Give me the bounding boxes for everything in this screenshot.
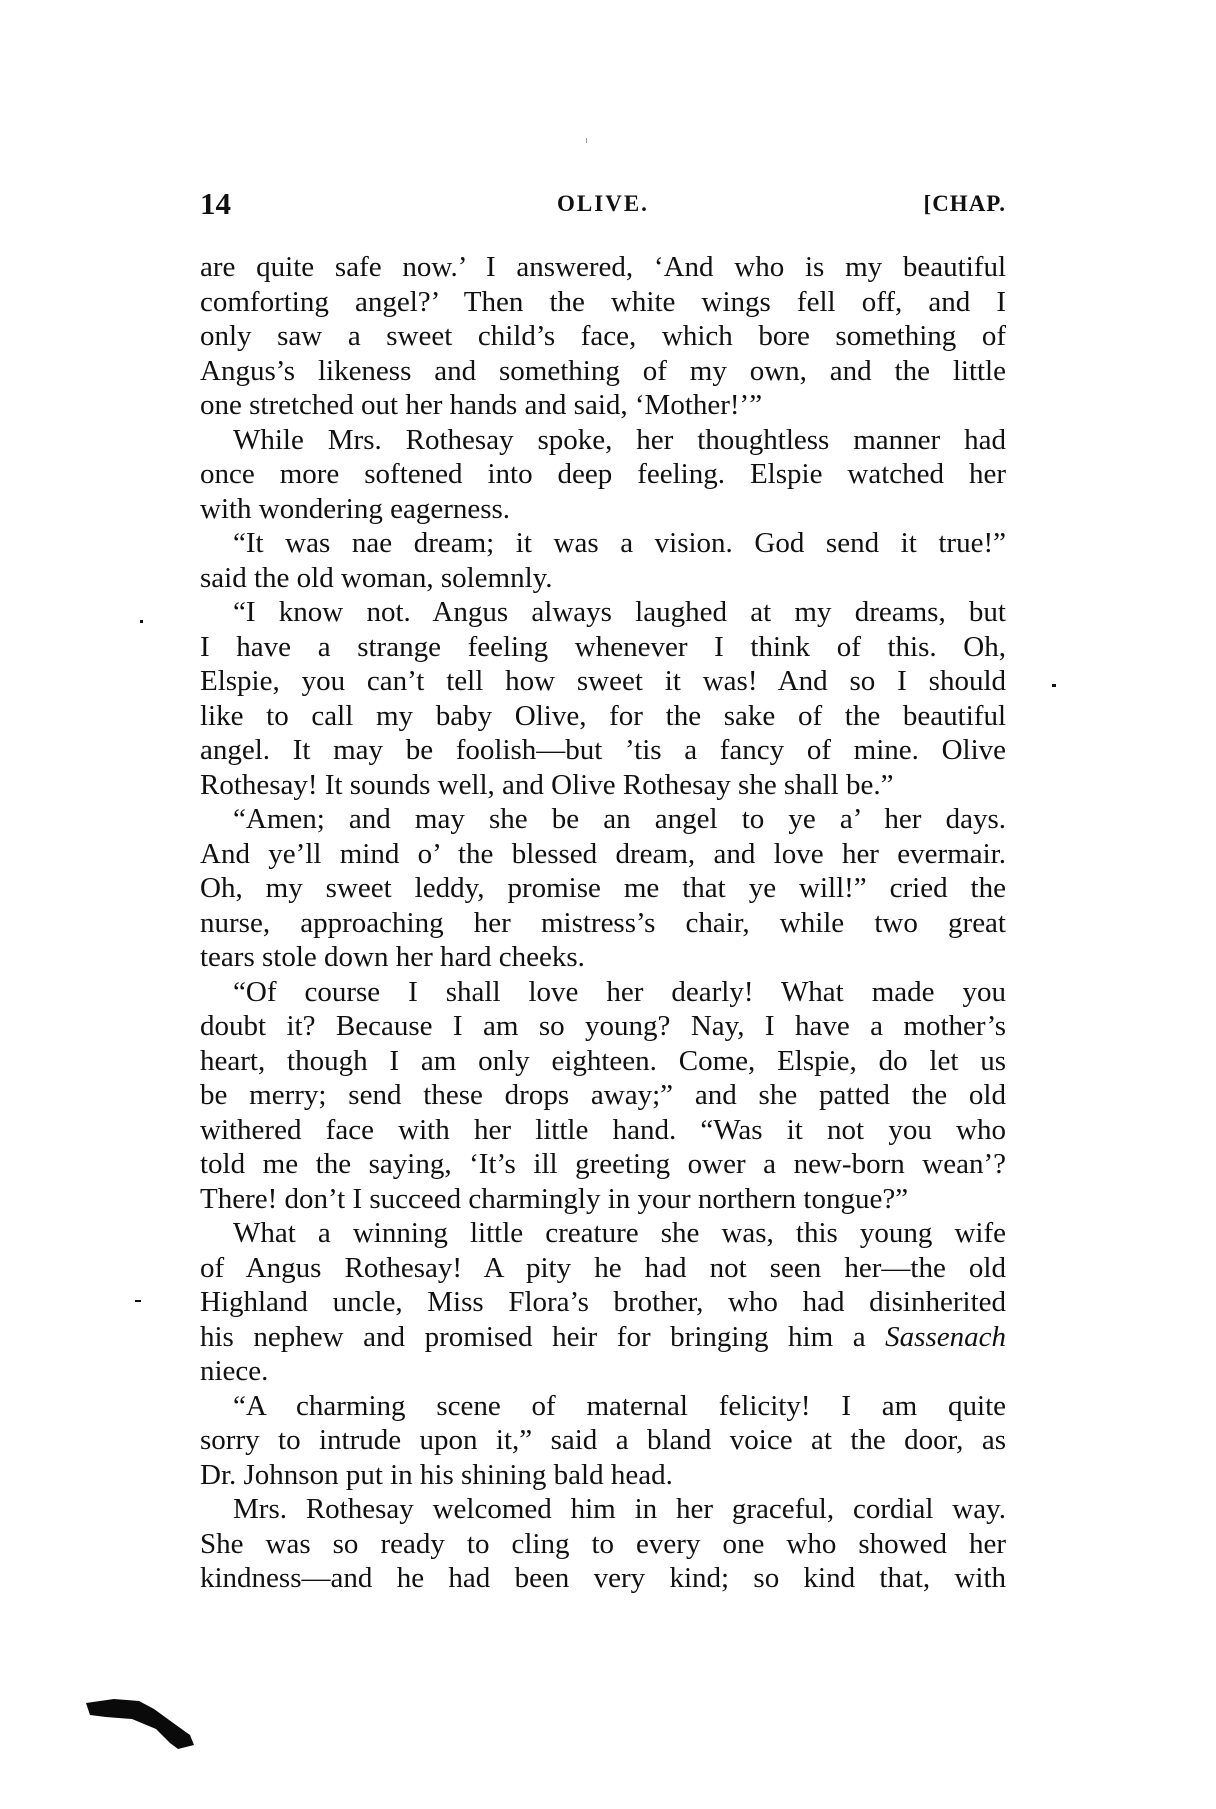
text-line: are quite safe now.’ I answered, ‘And who is my beautiful [200,251,1006,283]
scan-speck [586,138,587,143]
text-line: Oh, my sweet leddy, promise me that ye will!” cried the [200,872,1006,904]
running-title: OLIVE. [557,191,649,216]
text-line: “A charming scene of maternal felicity! I am quite [233,1389,1006,1422]
text-line: tears stole down her hard cheeks. [200,941,585,973]
thumb-blot-mark [84,1695,196,1751]
text-line: his nephew and promised heir for bringing him a [200,1320,886,1353]
scan-speck [1052,684,1056,687]
text-line: with wondering eagerness. [200,492,511,525]
text-line: kindness—and he had been very kind; so kind that, with [200,1562,1006,1594]
text-line: I have a strange feeling whenever I think of this. Oh, [200,630,1006,663]
text-line-with-italic [200,1320,1006,1355]
text-line: Elspie, you can’t tell how sweet it was! And so I should [200,665,1006,697]
text-line: She was so ready to cling to every one who showed her [200,1527,1006,1560]
text-line: “It was nae dream; it was a vision. God send it true!” [233,527,1006,559]
text-line: heart, though I am only eighteen. Come, Elspie, do let us [200,1044,1006,1077]
text-line: comforting angel?’ Then the white wings fell off, and I [200,285,1006,318]
text-line: only saw a sweet child’s face, which bore something of [200,320,1006,352]
text-line: nurse, approaching her mistress’s chair, while two great [200,906,1006,939]
text-line: Angus’s likeness and something of my own, and the little [200,354,1006,387]
scan-speck [135,1300,141,1302]
italic-word: Sassenach [885,1320,1006,1353]
text-line: “Of course I shall love her dearly! What made you [233,975,1006,1008]
text-line: sorry to intrude upon it,” said a bland voice at the door, as [200,1424,1006,1456]
text-line: said the old woman, solemnly. [200,561,553,594]
text-line: “I know not. Angus always laughed at my dreams, but [233,596,1006,628]
text-line: And ye’ll mind o’ the blessed dream, and love her evermair. [200,837,1006,870]
text-line: Rothesay! It sounds well, and Olive Rothesay she shall be.” [200,768,894,801]
text-line: Highland uncle, Miss Flora’s brother, who had disinherited [200,1286,1006,1318]
body-text [200,250,1006,1596]
text-line: What a winning little creature she was, this young wife [233,1217,1006,1249]
text-line: be merry; send these drops away;” and she patted the old [200,1079,1006,1111]
scan-speck [140,620,143,623]
text-line: While Mrs. Rothesay spoke, her thoughtless manner had [233,423,1006,456]
text-line: There! don’t I succeed charmingly in your northern tongue?” [200,1182,909,1215]
text-line: like to call my baby Olive, for the sake of the beautiful [200,699,1006,732]
text-line: of Angus Rothesay! A pity he had not seen her—the old [200,1251,1006,1284]
text-line: once more softened into deep feeling. Elspie watched her [200,458,1006,490]
chapter-mark: [CHAP. [923,191,1006,216]
text-line: Mrs. Rothesay welcomed him in her graceful, cordial way. [233,1493,1006,1525]
text-line: “Amen; and may she be an angel to ye a’ her days. [233,803,1006,835]
text-line: told me the saying, ‘It’s ill greeting ower a new-born wean’? [200,1148,1006,1180]
text-line: doubt it? Because I am so young? Nay, I have a mother’s [200,1010,1006,1042]
text-line: angel. It may be foolish—but ’tis a fancy of mine. Olive [200,734,1006,766]
page-number: 14 [200,186,231,221]
text-line: Dr. Johnson put in his shining bald head. [200,1458,673,1491]
text-line: niece. [200,1355,269,1387]
page-header [200,184,1006,224]
text-line: withered face with her little hand. “Was it not you who [200,1113,1006,1146]
text-line: one stretched out her hands and said, ‘Mother!’” [200,389,763,421]
